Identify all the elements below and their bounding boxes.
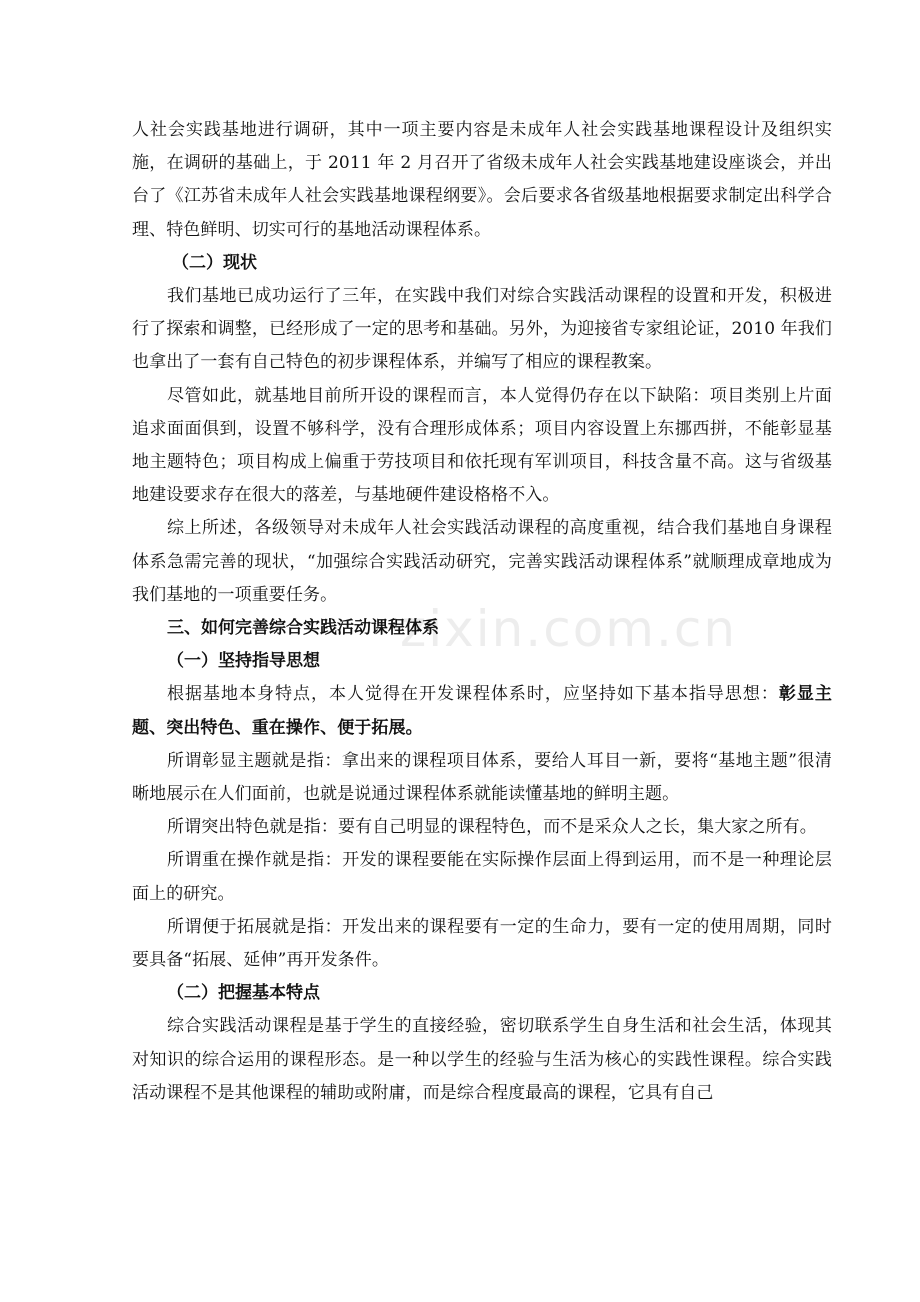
paragraph-highlight-theme: 所谓彰显主题就是指：拿出来的课程项目体系，要给人耳目一新，要将“基地主题”很清晰地展示在人们面前，也就是说通过课程体系就能读懂基地的鲜明主题。: [132, 750, 832, 805]
watermark: zixin.com.cn: [400, 600, 738, 658]
paragraph-summary: 综上所述，各级领导对未成年人社会实践活动课程的高度重视，结合我们基地自身课程体系急需完善的现状，“加强综合实践活动研究，完善实践活动课程体系”就顺理成章地成为我们基地的一项重要任务。: [132, 518, 832, 605]
paragraph-easy-extension: 所谓便于拓展就是指：开发出来的课程要有一定的生命力，要有一定的使用周期，同时要具备“拓展、延伸”再开发条件。: [132, 916, 832, 971]
heading-status: （二）现状: [172, 252, 257, 273]
paragraph-defects: 尽管如此，就基地目前所开设的课程而言，本人觉得仍存在以下缺陷：项目类别上片面追求面面俱到，设置不够科学，没有合理形成体系；项目内容设置上东挪西拼，不能彰显基地主题特色；项目构成上偏重于劳技项目和依托现有军训项目，科技含量不高。这与省级基地建设要求存在很大的落差，与基地硬件建设格格不入。: [132, 385, 832, 506]
guiding-thought-principles: 彰显主题、突出特色、重在操作、便于拓展。: [132, 684, 832, 738]
paragraph-basic-features: 综合实践活动课程是基于学生的直接经验，密切联系学生自身生活和社会生活，体现其对知识的综合运用的课程形态。是一种以学生的经验与生活为核心的实践性课程。综合实践活动课程不是其他课程的辅助或附庸，而是综合程度最高的课程，它具有自己: [132, 1016, 832, 1103]
heading-section-3: 三、如何完善综合实践活动课程体系: [167, 618, 439, 639]
document-page: [132, 114, 832, 1110]
paragraph-guiding-thought: [132, 678, 832, 744]
paragraph-research: 人社会实践基地进行调研，其中一项主要内容是未成年人社会实践基地课程设计及组织实施，在调研的基础上，于 2011 年 2 月召开了省级未成年人社会实践基地建设座谈会，并出台了《江苏省未成年人社会实践基地课程纲要》。会后要求各省级基地根据要求制定出科学合理、特色鲜明、切实可行的基地活动课程体系。: [132, 120, 832, 240]
heading-basic-features: （二）把握基本特点: [167, 983, 320, 1004]
paragraph-status: 我们基地已成功运行了三年，在实践中我们对综合实践活动课程的设置和开发，积极进行了探索和调整，已经形成了一定的思考和基础。另外，为迎接省专家组论证，2010 年我们也拿出了一套有自己特色的初步课程体系，并编写了相应的课程教案。: [132, 286, 832, 373]
paragraph-focus-operation: 所谓重在操作就是指：开发的课程要能在实际操作层面上得到运用，而不是一种理论层面上的研究。: [132, 850, 832, 904]
heading-guiding-thought: （一）坚持指导思想: [167, 651, 320, 672]
paragraph-distinct-features: 所谓突出特色就是指：要有自己明显的课程特色，而不是采众人之长，集大家之所有。: [167, 817, 817, 838]
guiding-thought-text: 根据基地本身特点，本人觉得在开发课程体系时，应坚持如下基本指导思想：: [167, 684, 779, 705]
